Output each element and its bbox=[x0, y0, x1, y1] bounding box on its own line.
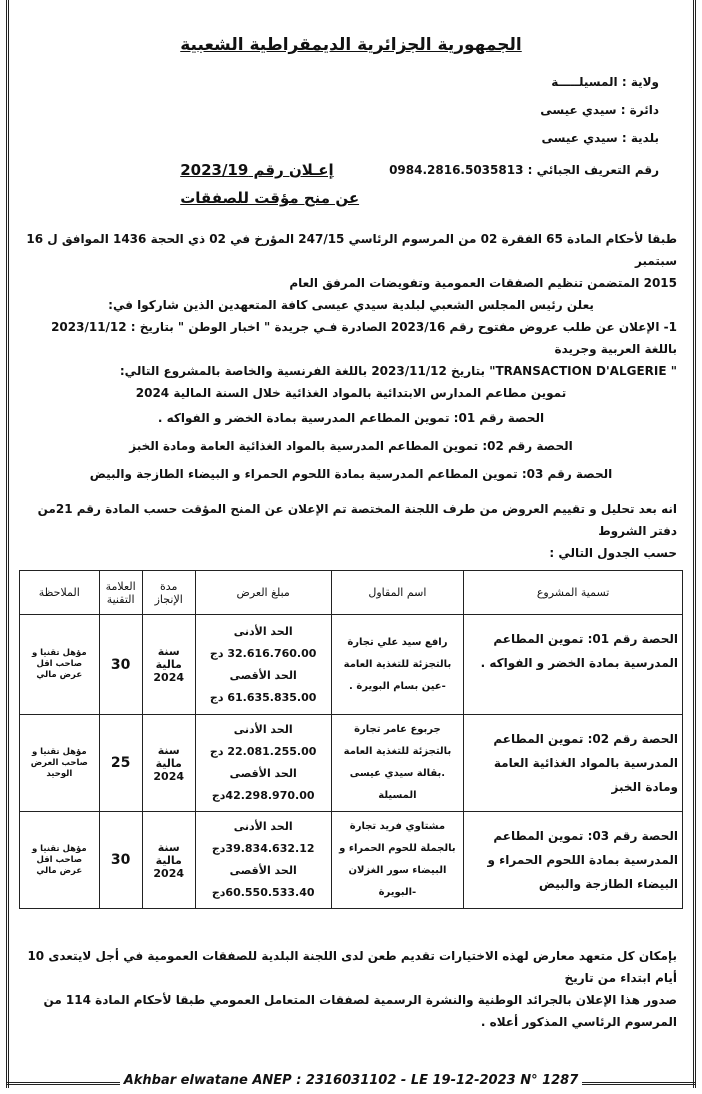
lot-2: الحصة رقم 02: تموين المطاعم المدرسية بالمواد الغذائية العامة ومادة الخبز bbox=[129, 439, 573, 453]
min-amount: 22.081.255.00 دج bbox=[209, 745, 317, 758]
cell-amount bbox=[195, 812, 331, 909]
lot-3: الحصة رقم 03: تموين المطاعم المدرسية بمادة اللحوم الحمراء و البيضاء الطازجة والبيض bbox=[89, 467, 613, 481]
cell-project: الحصة رقم 03: تموين المطاعم المدرسية بمادة اللحوم الحمراء و البيضاء الطازجة والبيض bbox=[464, 812, 683, 909]
cell-duration: سنة مالية 2024 bbox=[142, 615, 195, 715]
table-header-row bbox=[20, 571, 683, 615]
min-amount: 39.834.632.12دج bbox=[211, 842, 315, 855]
header-amount: مبلغ العرض bbox=[195, 571, 331, 615]
header-note: الملاحظة bbox=[20, 571, 100, 615]
id-row bbox=[19, 156, 683, 212]
baladia: بلدية : سيدي عيسى bbox=[541, 131, 659, 145]
paragraph-legal-1: طبقا لأحكام المادة 65 الفقرة 02 من المرسوم الرئاسي 247/15 المؤرخ في 02 ذي الحجة 1436 الموافق ل 16 سبتمبر bbox=[26, 232, 677, 268]
footer-text: Akhbar elwatane ANEP : 2316031102 - LE 19-12-2023 N° 1287 bbox=[120, 1073, 583, 1088]
cell-score: 30 bbox=[99, 812, 142, 909]
paragraph-evaluation-2: حسب الجدول التالي : bbox=[549, 546, 677, 560]
wilaya: ولاية : المسيلـــــة bbox=[551, 75, 659, 89]
closing-line-1: بإمكان كل متعهد معارض لهذه الاختيارات تقديم طعن لدى اللجنة البلدية للصفقات العمومية في أجل لايتعدى 10 أيام ابتداء من تاريخ bbox=[27, 949, 677, 985]
max-amount: 42.298.970.00دج bbox=[211, 789, 315, 802]
cell-contractor: رافع سيد علي تجارة بالتجزئة للتغذية العامة -عين بسام البويرة . bbox=[331, 615, 464, 715]
page-frame bbox=[6, 0, 696, 1088]
min-label: الحد الأدنى bbox=[233, 723, 293, 736]
cell-duration: سنة مالية 2024 bbox=[142, 715, 195, 812]
header-score: العلامة التقنية bbox=[99, 571, 142, 615]
cell-score: 30 bbox=[99, 615, 142, 715]
cell-note: مؤهل تقنيا و صاحب اقل عرض مالي bbox=[20, 615, 100, 715]
announcement-number: إعـلان رقم 2023/19 bbox=[180, 161, 334, 179]
min-label: الحد الأدنى bbox=[233, 624, 293, 638]
republic-heading: الجمهورية الجزائرية الديمقراطية الشعبية bbox=[180, 35, 522, 55]
max-label: الحد الأقصى bbox=[229, 767, 297, 780]
header-duration: مدة الإنجاز bbox=[142, 571, 195, 615]
project-title: تموين مطاعم المدارس الابتدائية بالمواد الغذائية خلال السنة المالية 2024 bbox=[135, 386, 567, 400]
cell-project: الحصة رقم 02: تموين المطاعم المدرسية بالمواد الغذائية العامة ومادة الخبز bbox=[464, 715, 683, 812]
header-contractor: اسم المقاول bbox=[331, 571, 464, 615]
cell-contractor: مشتاوي فريد تجارة بالجملة للحوم الحمراء و البيضاء سور الغزلان -البويرة bbox=[331, 812, 464, 909]
table-row bbox=[20, 812, 683, 909]
announcement-block bbox=[180, 156, 359, 212]
closing-line-2: صدور هذا الإعلان بالجرائد الوطنية والنشرة الرسمية لصفقات المتعامل العمومي طبقا لأحكام المادة 114 من المرسوم الرئاسي المذكور أعلاه . bbox=[43, 993, 677, 1029]
header-project: تسمية المشروع bbox=[464, 571, 683, 615]
max-label: الحد الأقصى bbox=[229, 668, 297, 682]
cell-note: مؤهل تقنيا و صاحب العرض الوحيد bbox=[20, 715, 100, 812]
paragraph-evaluation-1: انه بعد تحليل و تقييم العروض من طرف اللجنة المختصة تم الإعلان عن المنح المؤقت حسب المادة رقم 21من دفتر الشروط bbox=[37, 502, 677, 538]
paragraph-tender-2: " TRANSACTION D'ALGERIE" بتاريخ 2023/11/12 باللغة الفرنسية والخاصة بالمشروع التالي: bbox=[119, 364, 677, 378]
paragraph-announce: يعلن رئيس المجلس الشعبي لبلدية سيدي عيسى كافة المتعهدين الذين شاركوا في: bbox=[108, 298, 594, 312]
table-row bbox=[20, 615, 683, 715]
award-table bbox=[19, 570, 683, 909]
daira: دائرة : سيدي عيسى bbox=[540, 103, 659, 117]
cell-score: 25 bbox=[99, 715, 142, 812]
tax-id: رقم التعريف الجبائي : 0984.2816.5035813 bbox=[389, 163, 659, 177]
max-label: الحد الأقصى bbox=[229, 864, 297, 877]
cell-amount bbox=[195, 715, 331, 812]
lot-1: الحصة رقم 01: تموين المطاعم المدرسية بمادة الخضر و الفواكه . bbox=[157, 411, 545, 425]
announcement-subject: عن منح مؤقت للصفقات bbox=[180, 189, 360, 207]
table-row bbox=[20, 715, 683, 812]
max-amount: 61.635.835.00 دج bbox=[209, 690, 317, 704]
cell-project: الحصة رقم 01: تموين المطاعم المدرسية بمادة الخضر و الفواكه . bbox=[464, 615, 683, 715]
publication-footer bbox=[19, 1073, 683, 1088]
min-label: الحد الأدنى bbox=[233, 820, 293, 833]
max-amount: 60.550.533.40دج bbox=[211, 886, 315, 899]
cell-amount bbox=[195, 615, 331, 715]
cell-duration: سنة مالية 2024 bbox=[142, 812, 195, 909]
cell-note: مؤهل تقنيا و صاحب اقل عرض مالي bbox=[20, 812, 100, 909]
paragraph-tender-1: 1- الإعلان عن طلب عروض مفتوح رقم 2023/16 الصادرة فـي جريدة " اخبار الوطن " بتاريخ : 2023/11/12 باللغة العربية وجريدة bbox=[51, 320, 677, 356]
paragraph-legal-2: 2015 المتضمن تنظيم الصفقات العمومية وتفويضات المرفق العام bbox=[289, 276, 677, 290]
cell-contractor: جربوع عامر تجارة بالتجزئة للتغذية العامة .بقالة سيدي عيسى المسيلة bbox=[331, 715, 464, 812]
min-amount: 32.616.760.00 دج bbox=[209, 646, 317, 660]
